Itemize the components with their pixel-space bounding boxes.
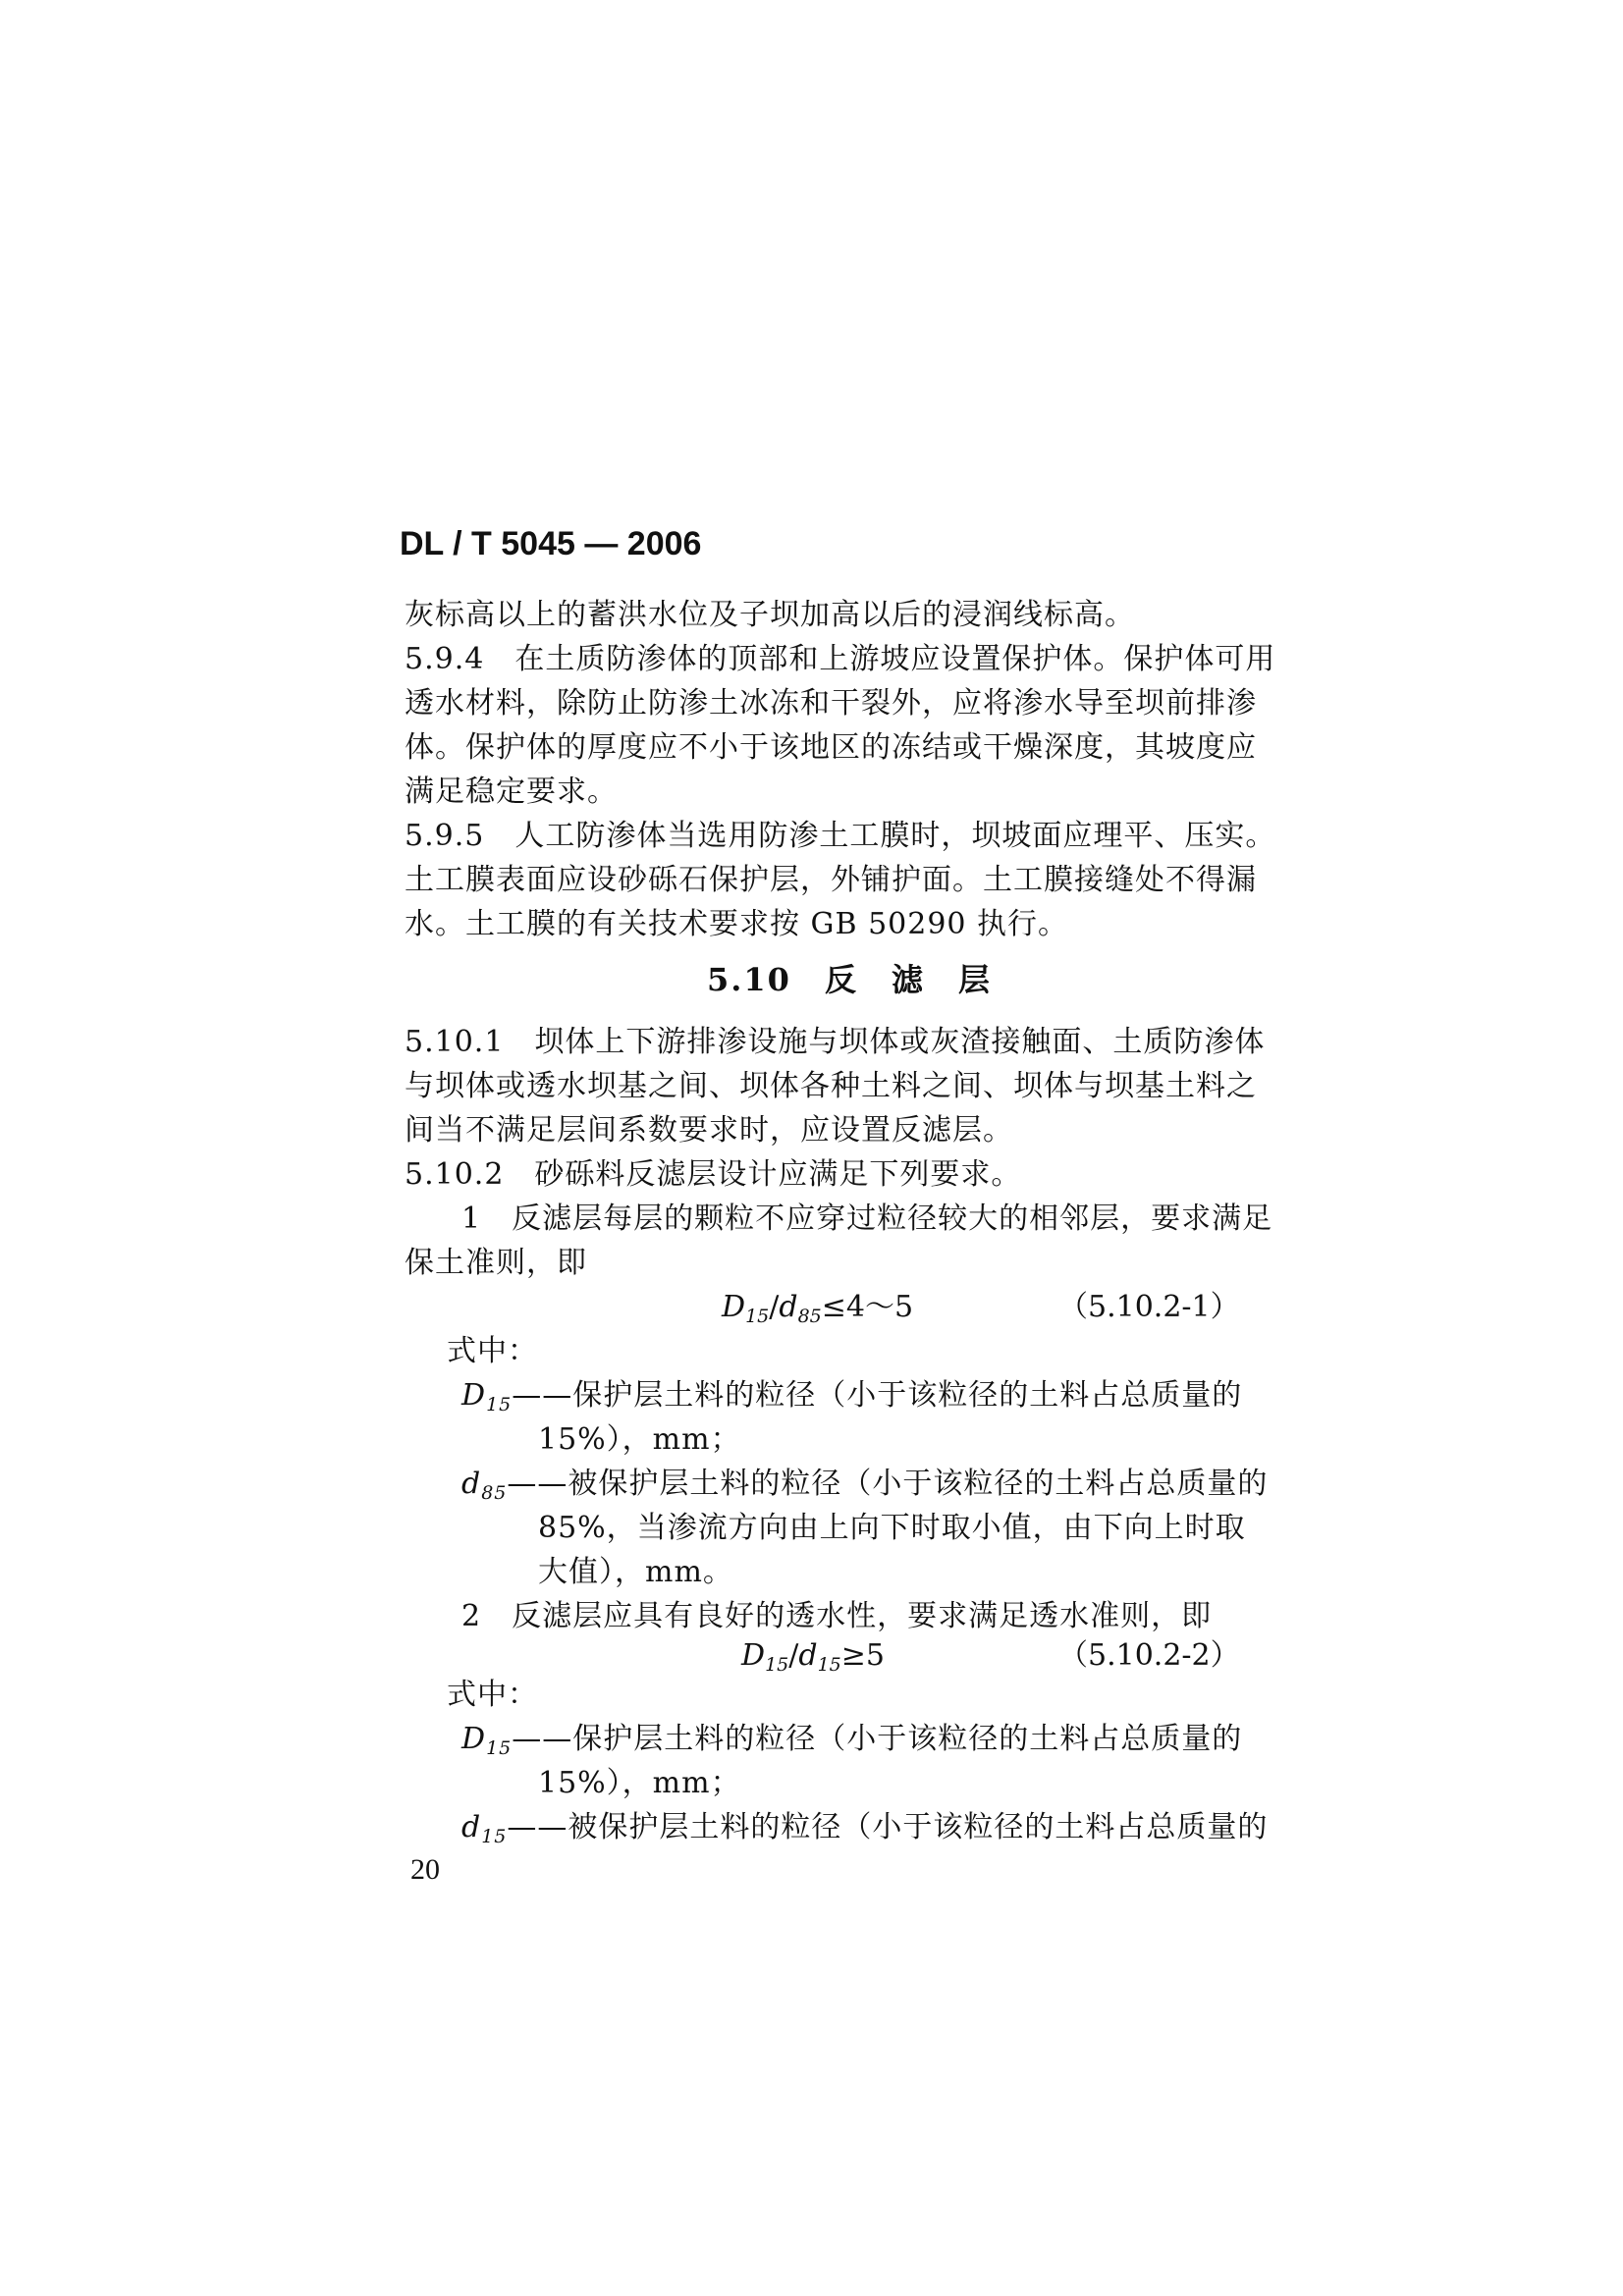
text-line: 1 反滤层每层的颗粒不应穿过粒径较大的相邻层，要求满足: [461, 1201, 1273, 1236]
where-label: 式中：: [447, 1334, 538, 1368]
definition-continuation: 15%），mm；: [538, 1422, 741, 1457]
text-line: 水。土工膜的有关技术要求按 GB 50290 执行。: [405, 907, 1069, 941]
equation-1: $D_{15}/d_{85}\le 4\sim 5$: [722, 1290, 914, 1327]
section-heading: 5.10 反 滤 层: [707, 961, 992, 998]
text-line: 5.10.1 坝体上下游排渗设施与坝体或灰渣接触面、土质防渗体: [405, 1025, 1266, 1059]
definition-line: $d_{85}——$被保护层土料的粒径（小于该粒径的土料占总质量的: [461, 1467, 1269, 1504]
text-line: 满足稳定要求。: [405, 774, 618, 809]
page-number: 20: [410, 1853, 440, 1886]
text-line: 2 反滤层应具有良好的透水性，要求满足透水准则，即: [461, 1599, 1213, 1633]
text-line: 间当不满足层间系数要求时，应设置反滤层。: [405, 1113, 1013, 1148]
definition-continuation: 15%），mm；: [538, 1766, 741, 1800]
text-line: 体。保护体的厚度应不小于该地区的冻结或干燥深度，其坡度应: [405, 730, 1257, 765]
text-line: 与坝体或透水坝基之间、坝体各种土料之间、坝体与坝基土料之: [405, 1069, 1257, 1103]
text-line: 5.9.5 人工防渗体当选用防渗土工膜时，坝坡面应理平、压实。: [405, 819, 1276, 853]
text-line: 灰标高以上的蓄洪水位及子坝加高以后的浸润线标高。: [405, 598, 1135, 632]
text-line: 5.9.4 在土质防渗体的顶部和上游坡应设置保护体。保护体可用: [405, 642, 1276, 676]
equation-2-number: （5.10.2-2）: [1058, 1638, 1240, 1673]
definition-line: $d_{15}——$被保护层土料的粒径（小于该粒径的土料占总质量的: [461, 1810, 1269, 1847]
text-line: 保土准则，即: [405, 1246, 587, 1280]
standard-code-header: DL / T 5045 — 2006: [400, 525, 702, 562]
text-line: 透水材料，除防止防渗土冰冻和干裂外，应将渗水导至坝前排渗: [405, 686, 1257, 721]
definition-line: $D_{15}——$保护层土料的粒径（小于该粒径的土料占总质量的: [461, 1378, 1243, 1415]
definition-line: $D_{15}——$保护层土料的粒径（小于该粒径的土料占总质量的: [461, 1722, 1243, 1759]
text-line: 土工膜表面应设砂砾石保护层，外铺护面。土工膜接缝处不得漏: [405, 863, 1257, 897]
equation-1-number: （5.10.2-1）: [1058, 1290, 1240, 1324]
equation-2: $D_{15}/d_{15}\ge 5$: [741, 1638, 885, 1676]
definition-continuation: 大值），mm。: [538, 1555, 733, 1589]
text-line: 5.10.2 砂砾料反滤层设计应满足下列要求。: [405, 1157, 1022, 1192]
where-label: 式中：: [447, 1678, 538, 1712]
definition-continuation: 85%，当渗流方向由上向下时取小值，由下向上时取: [538, 1511, 1246, 1545]
